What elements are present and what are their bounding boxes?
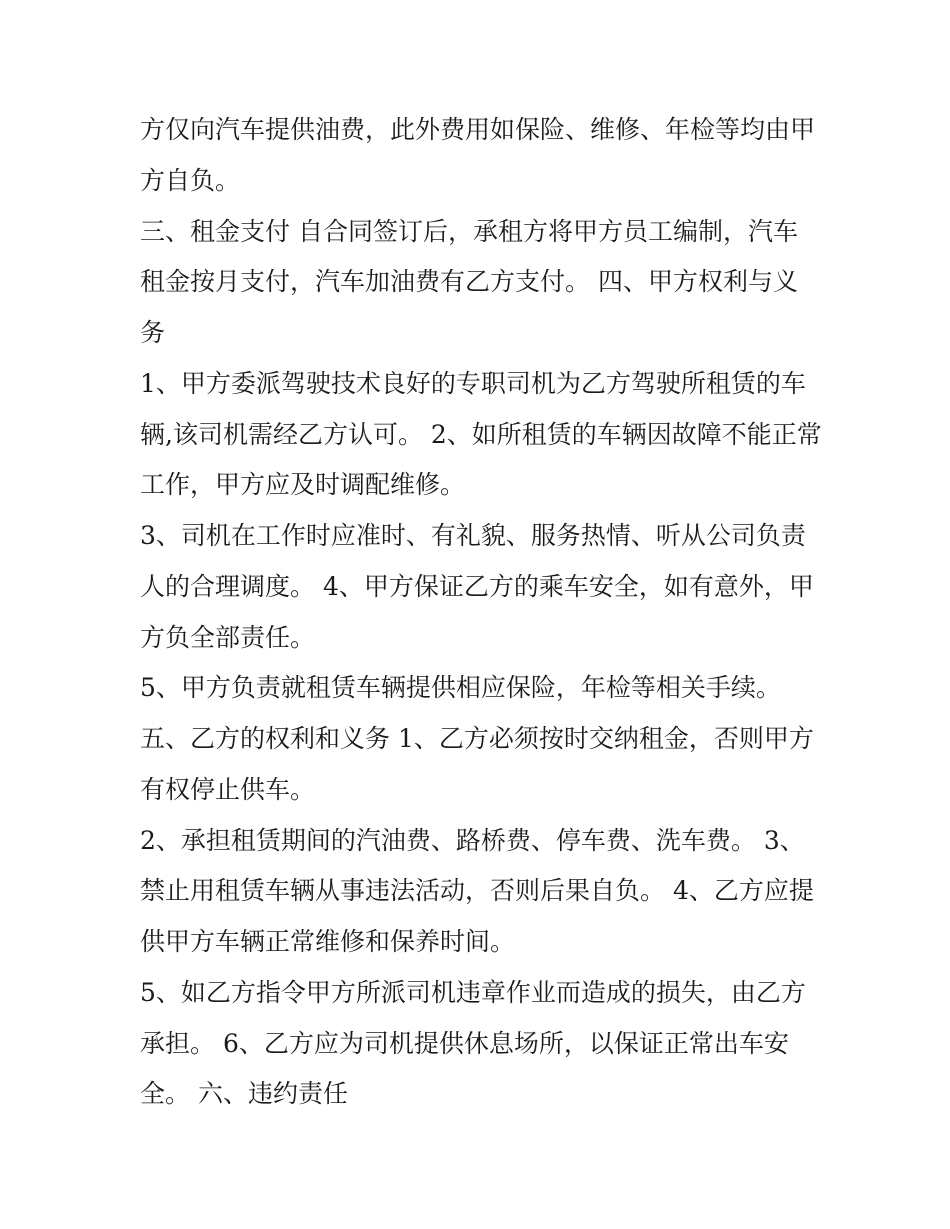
text-line: 三、租金支付 自合同签订后，承租方将甲方员工编制，汽车 <box>140 217 798 246</box>
text-line: 供甲方车辆正常维修和保养时间。 <box>140 927 516 956</box>
text-line: 租金按月支付，汽车加油费有乙方支付。 四、甲方权利与义 <box>140 267 798 296</box>
text-line: 务 <box>140 318 166 347</box>
text-line: 工作，甲方应及时调配维修。 <box>140 470 466 499</box>
text-line: 承担。 6、乙方应为司机提供休息场所，以保证正常出车安 <box>140 1029 789 1058</box>
text-line: 3、司机在工作时应准时、有礼貌、服务热情、听从公司负责 <box>140 521 806 550</box>
text-line: 方负全部责任。 <box>140 623 316 652</box>
text-line: 5、甲方负责就租赁车辆提供相应保险，年检等相关手续。 <box>140 673 781 702</box>
text-line: 5、如乙方指令甲方所派司机违章作业而造成的损失，由乙方 <box>140 978 806 1007</box>
text-line: 辆,该司机需经乙方认可。 2、如所租赁的车辆因故障不能正常 <box>140 420 822 449</box>
text-line: 五、乙方的权利和义务 1、乙方必须按时交纳租金，否则甲方 <box>140 724 814 753</box>
text-line: 有权停止供车。 <box>140 775 316 804</box>
text-line: 方仅向汽车提供油费，此外费用如保险、维修、年检等均由甲 <box>140 115 816 144</box>
text-line: 禁止用租赁车辆从事违法活动，否则后果自负。 4、乙方应提 <box>140 876 814 905</box>
text-line: 人的合理调度。 4、甲方保证乙方的乘车安全，如有意外，甲 <box>140 572 814 601</box>
text-line: 全。 六、违约责任 <box>140 1079 348 1108</box>
text-line: 1、甲方委派驾驶技术良好的专职司机为乙方驾驶所租赁的车 <box>140 369 806 398</box>
text-line: 2、承担租赁期间的汽油费、路桥费、停车费、洗车费。 3、 <box>140 826 805 855</box>
text-line: 方自负。 <box>140 166 241 195</box>
